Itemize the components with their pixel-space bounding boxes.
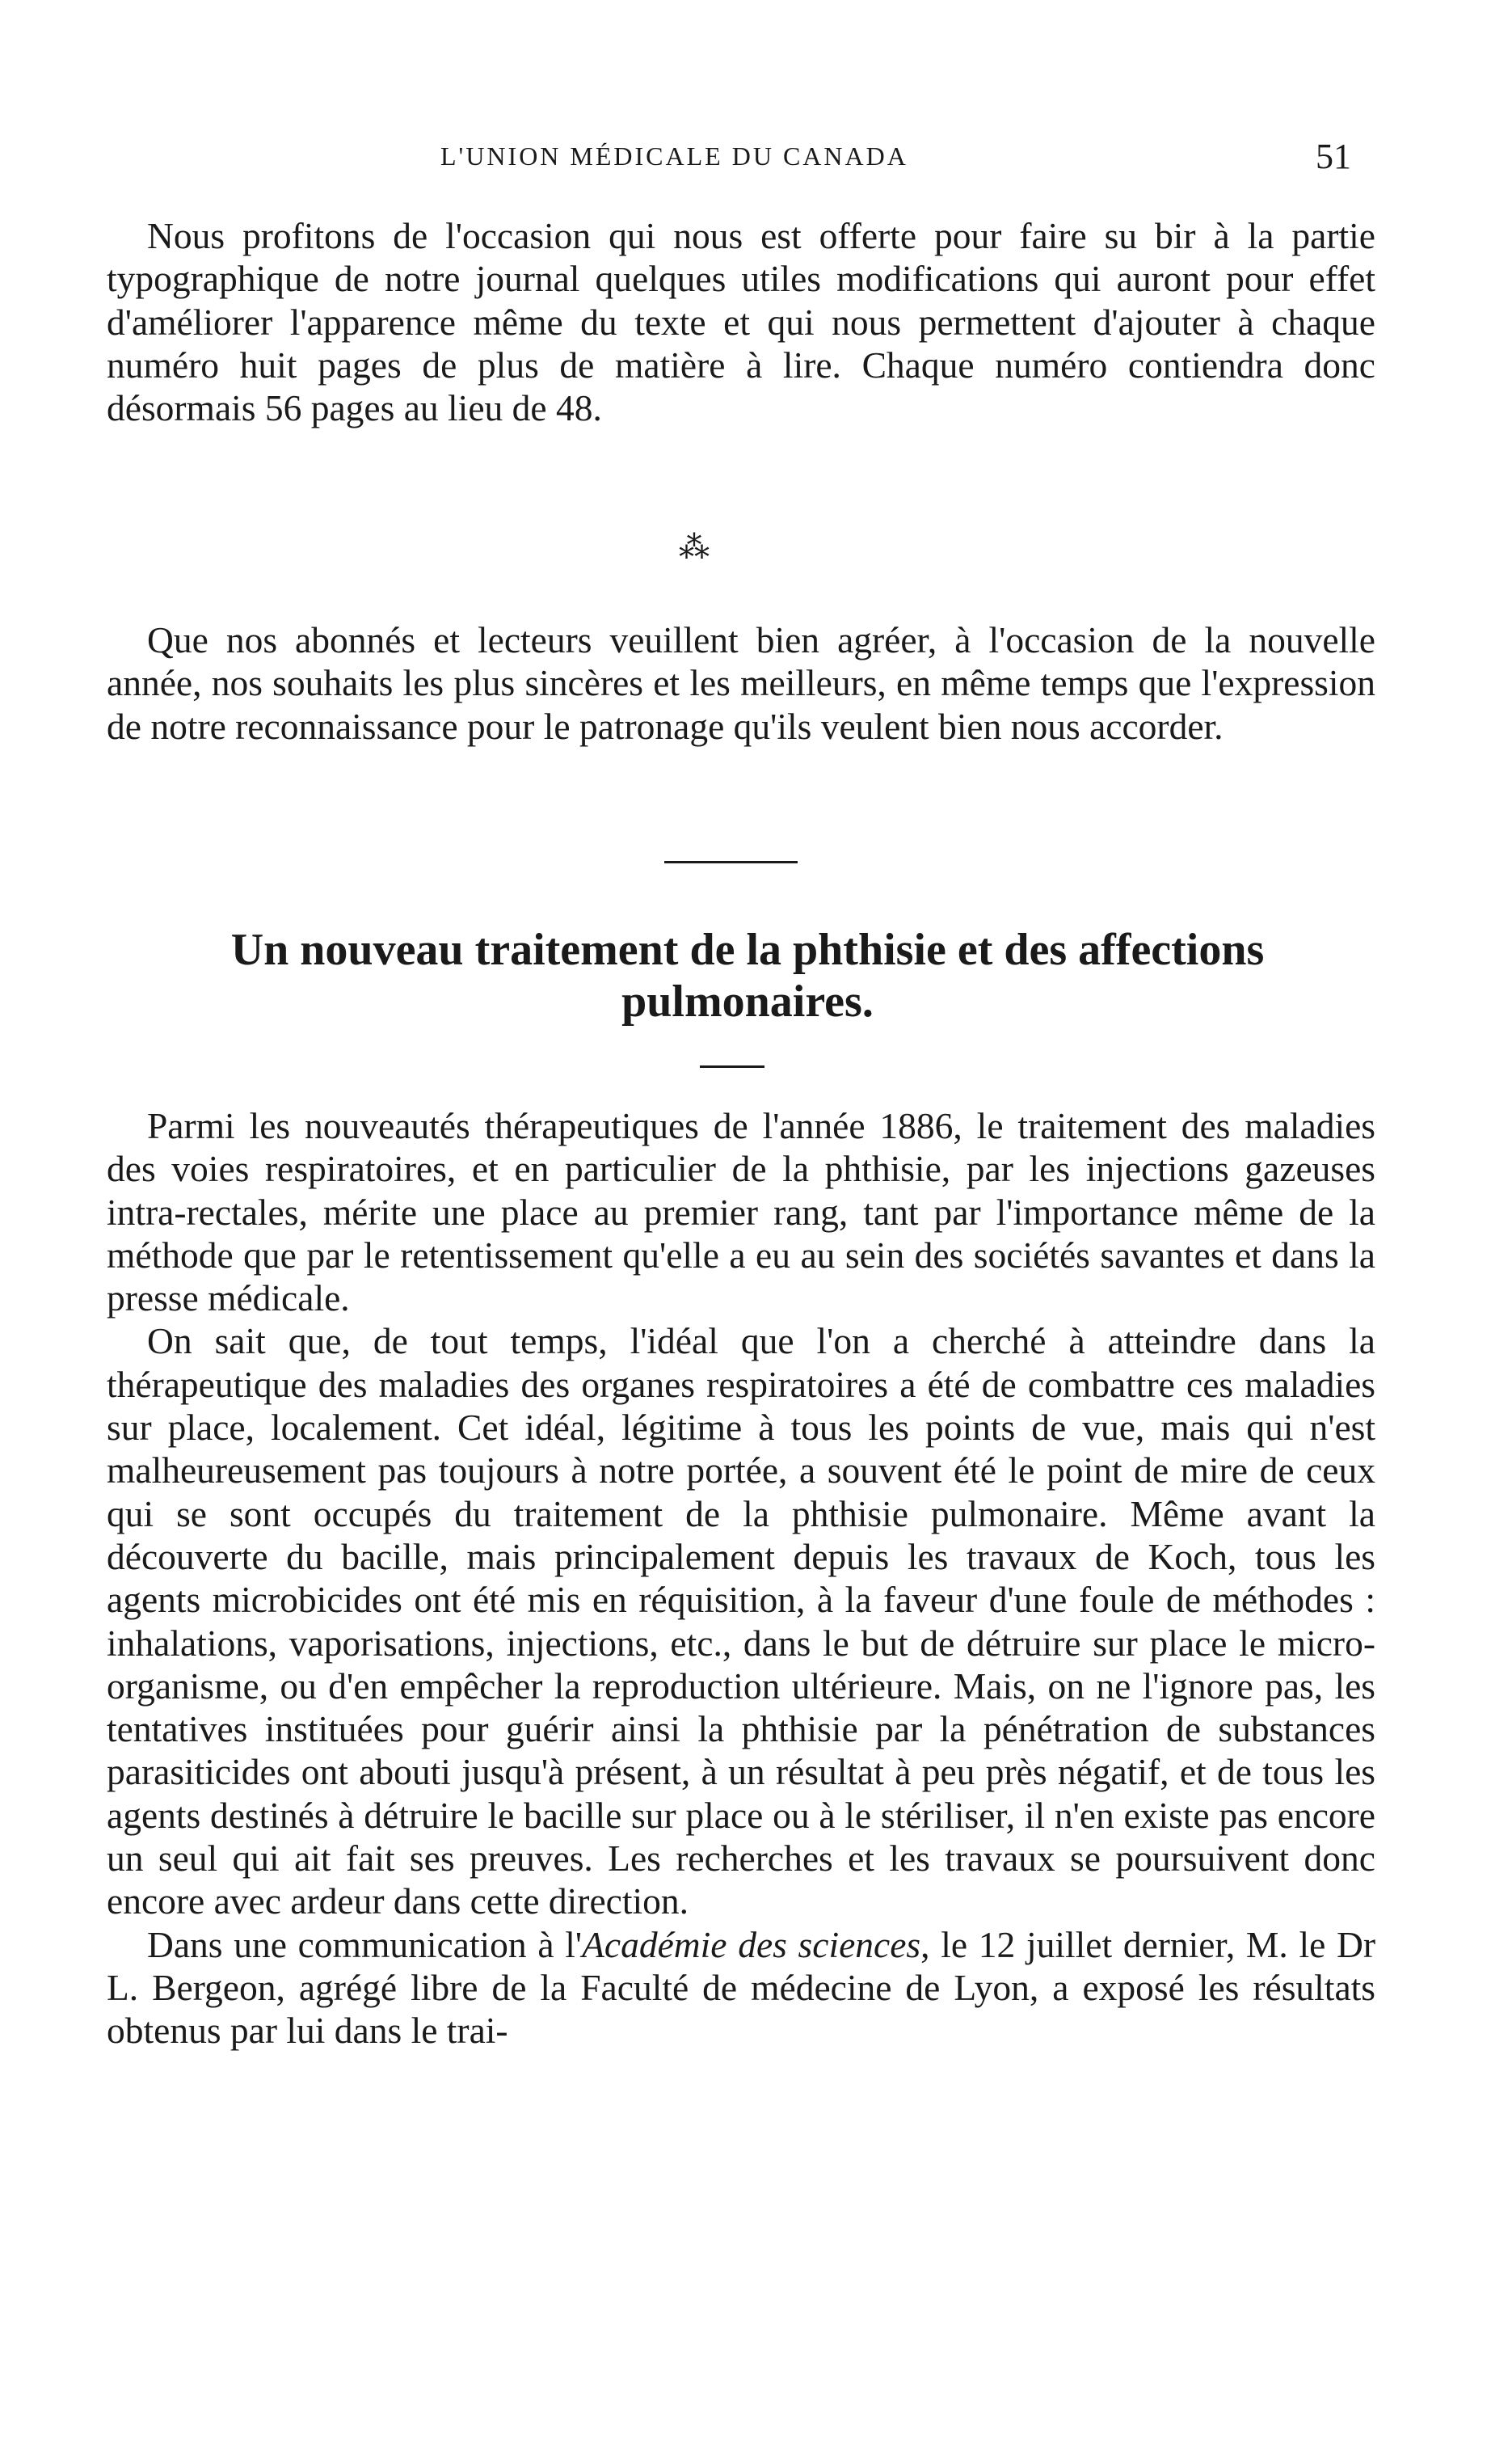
section-rule-bottom xyxy=(700,1065,764,1068)
editorial-paragraph-1: Nous profitons de l'occasion qui nous est offerte pour faire su bir à la partie typographique de notre journal quelques utiles modifications qui auront pour effet d'améliorer l'apparence même du texte et qui nous permettent d'ajouter à chaque numéro huit pages de plus de matière à lire. Chaque numéro contiendra donc désormais 56 pages au lieu de 48. xyxy=(107,215,1375,429)
article-title: Un nouveau traitement de la phthisie et des affections pulmonaires. xyxy=(230,925,1265,1027)
editorial-paragraph-2: Que nos abonnés et lecteurs veuillent bien agréer, à l'occasion de la nouvelle année, nos souhaits les plus sincères et les meilleurs, en même temps que l'expression de notre reconnaissance pour le patronage qu'ils veulent bien nous accorder. xyxy=(107,619,1375,747)
article-paragraph-1: Parmi les nouveautés thérapeutiques de l'année 1886, le traitement des maladies des voies respiratoires, et en particulier de la phthisie, par les injections gazeuses intra-rectales, mérite une place au premier rang, tant par l'importance même de la méthode que par le retentissement qu'elle a eu au sein des sociétés savantes et dans la presse médicale. xyxy=(107,1105,1375,1319)
article-body xyxy=(107,1104,1375,2053)
running-head: L'UNION MÉDICALE DU CANADA xyxy=(440,141,908,171)
academie-des-sciences-italic: Académie des sciences xyxy=(582,1923,921,1965)
article-paragraph-3-start: Dans une communication à l' xyxy=(147,1923,583,1965)
page-number: 51 xyxy=(1316,137,1351,176)
article-paragraph-3-end: , le 12 juillet dernier, M. le Dr L. Bergeon, agrégé libre de la Faculté de médecine de Lyon, a exposé les résultats obtenus par lui dans le trai- xyxy=(107,1923,1375,2052)
section-rule-top xyxy=(664,861,798,863)
article-paragraph-3 xyxy=(107,1923,1375,2053)
asterism-divider: ⁂ xyxy=(679,531,713,565)
article-paragraph-2: On sait que, de tout temps, l'idéal que l'on a cherché à atteindre dans la thérapeutique des maladies des organes respiratoires a été de combattre ces maladies sur place, localement. Cet idéal, légitime à tous les points de vue, mais qui n'est malheureusement pas toujours à notre portée, a souvent été le point de mire de ceux qui se sont occupés du traitement de la phthisie pulmonaire. Même avant la découverte du bacille, mais principalement depuis les travaux de Koch, tous les agents microbicides ont été mis en réquisition, à la faveur d'une foule de méthodes : inhalations, vaporisations, injections, etc., dans le but de détruire sur place le micro-organisme, ou d'en empêcher la reproduction ultérieure. Mais, on ne l'ignore pas, les tentatives instituées pour guérir ainsi la phthisie par la pénétration de substances parasiticides ont abouti jusqu'à présent, à un résultat à peu près négatif, et de tous les agents destinés à détruire le bacille sur place ou à le stériliser, il n'en existe pas encore un seul qui ait fait ses preuves. Les recherches et les travaux se poursuivent donc encore avec ardeur dans cette direction. xyxy=(107,1320,1375,1922)
